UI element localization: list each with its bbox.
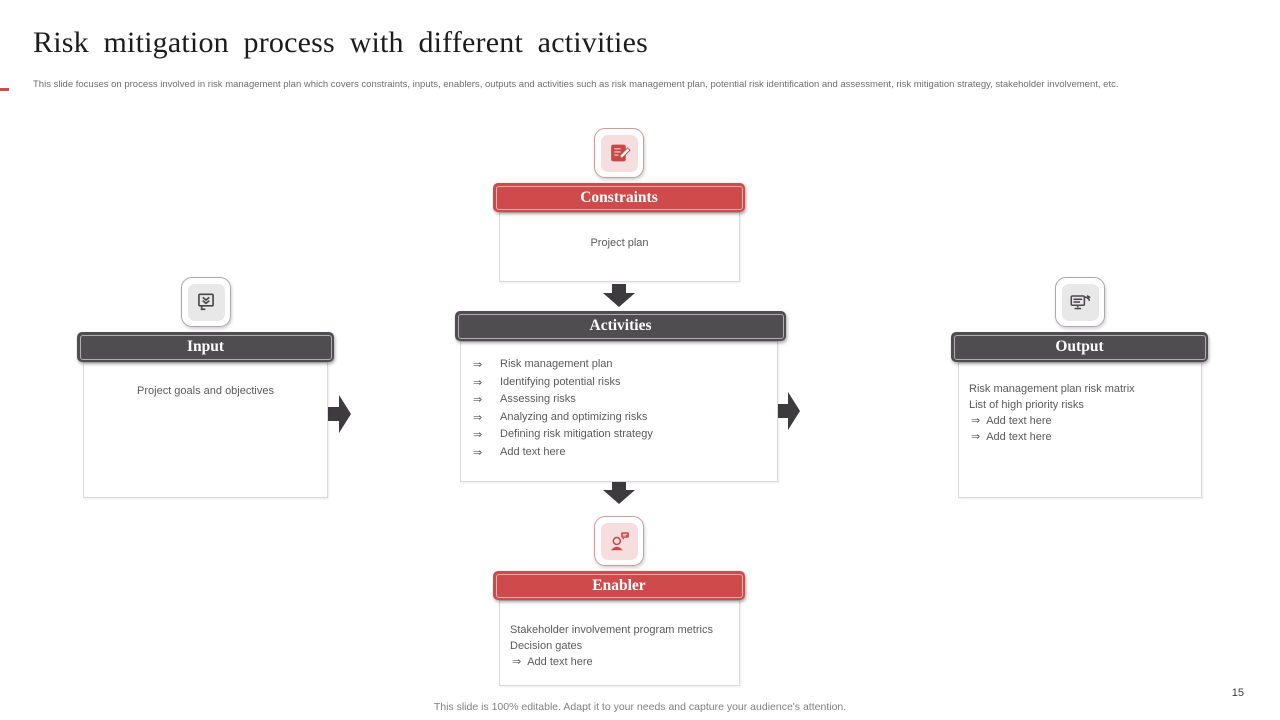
activities-label: Activities: [589, 317, 652, 334]
list-text: Add text here: [986, 431, 1052, 443]
list-item: [969, 397, 1191, 413]
inbox-message-icon-inner: [188, 284, 225, 321]
constraints-header: [493, 183, 745, 212]
list-item: [510, 654, 729, 670]
notepad-pencil-glyph: [608, 142, 631, 165]
person-speech-bubble-glyph: [607, 529, 631, 553]
arrow-down-constraints-to-activities: [603, 284, 635, 307]
list-item: [969, 413, 1191, 429]
list-item: [473, 358, 777, 371]
constraints-text: Project plan: [590, 237, 649, 249]
arrow-right-input-to-activities: [328, 395, 351, 433]
list-item: [969, 429, 1191, 445]
list-bullet: ⇒: [473, 394, 483, 406]
inbox-message-icon: [181, 277, 231, 327]
list-bullet: ⇒: [512, 656, 522, 668]
list-text: Assessing risks: [500, 393, 576, 405]
output-header: [951, 332, 1208, 362]
inbox-message-glyph: [194, 290, 218, 314]
enabler-label: Enabler: [592, 576, 646, 594]
arrow-right-activities-to-output: [777, 392, 800, 430]
constraints-label: Constraints: [580, 188, 658, 206]
list-text: Risk management plan: [500, 358, 613, 370]
list-text: Identifying potential risks: [500, 375, 621, 388]
list-bullet: ⇒: [473, 429, 483, 441]
list-text: Risk management plan risk matrix: [969, 383, 1135, 395]
list-text: Stakeholder involvement program metrics: [510, 624, 713, 636]
list-text: Add text here: [527, 656, 593, 668]
list-text: List of high priority risks: [969, 399, 1084, 411]
monitor-export-glyph: [1068, 290, 1092, 314]
list-bullet: ⇒: [473, 446, 483, 459]
output-body: [958, 362, 1202, 498]
input-text: Project goals and objectives: [137, 385, 274, 397]
enabler-body: [499, 600, 740, 686]
notepad-pencil-icon-inner: [601, 135, 638, 172]
list-item: [473, 428, 777, 441]
slide-subtitle: This slide focuses on process involved in risk management plan which covers constraints, inputs, enablers, outputs and activities such as risk management plan, potential risk identification and assessment, risk mitigation strategy, stakeholder involvement, etc.: [33, 79, 1119, 90]
monitor-export-icon: [1055, 277, 1105, 327]
list-item: [510, 638, 729, 654]
list-item: [473, 376, 777, 389]
list-item: [473, 411, 777, 424]
monitor-export-icon-inner: [1062, 284, 1099, 321]
list-bullet: ⇒: [473, 359, 483, 371]
list-bullet: ⇒: [473, 376, 483, 389]
person-speech-bubble-icon: [594, 516, 644, 566]
list-bullet: ⇒: [971, 415, 981, 427]
list-text: Analyzing and optimizing risks: [500, 410, 648, 423]
editable-note: This slide is 100% editable. Adapt it to your needs and capture your audience's attention.: [433, 701, 847, 713]
activities-header: [455, 311, 786, 341]
list-text: Decision gates: [510, 640, 583, 652]
arrow-down-activities-to-enabler: [603, 481, 635, 504]
constraints-body: [499, 212, 740, 282]
notepad-pencil-icon: [594, 128, 644, 178]
activities-body: [460, 341, 778, 482]
list-bullet: ⇒: [473, 411, 483, 424]
input-header: [77, 332, 334, 362]
list-bullet: ⇒: [971, 431, 981, 443]
list-item: [473, 393, 777, 406]
person-speech-bubble-icon-inner: [601, 523, 638, 560]
list-text: Add text here: [986, 415, 1052, 427]
page-title: Risk mitigation process with different activities: [33, 26, 648, 59]
list-text: Defining risk mitigation strategy: [500, 428, 653, 440]
output-label: Output: [1055, 338, 1104, 355]
list-text: Add text here: [500, 445, 566, 458]
enabler-header: [493, 571, 745, 600]
list-item: [510, 622, 729, 638]
input-body: [83, 362, 328, 498]
list-item: [473, 446, 777, 459]
list-item: [969, 381, 1191, 397]
left-margin-tick: [0, 88, 9, 91]
page-number: 15: [1231, 687, 1244, 699]
input-label: Input: [186, 338, 225, 355]
